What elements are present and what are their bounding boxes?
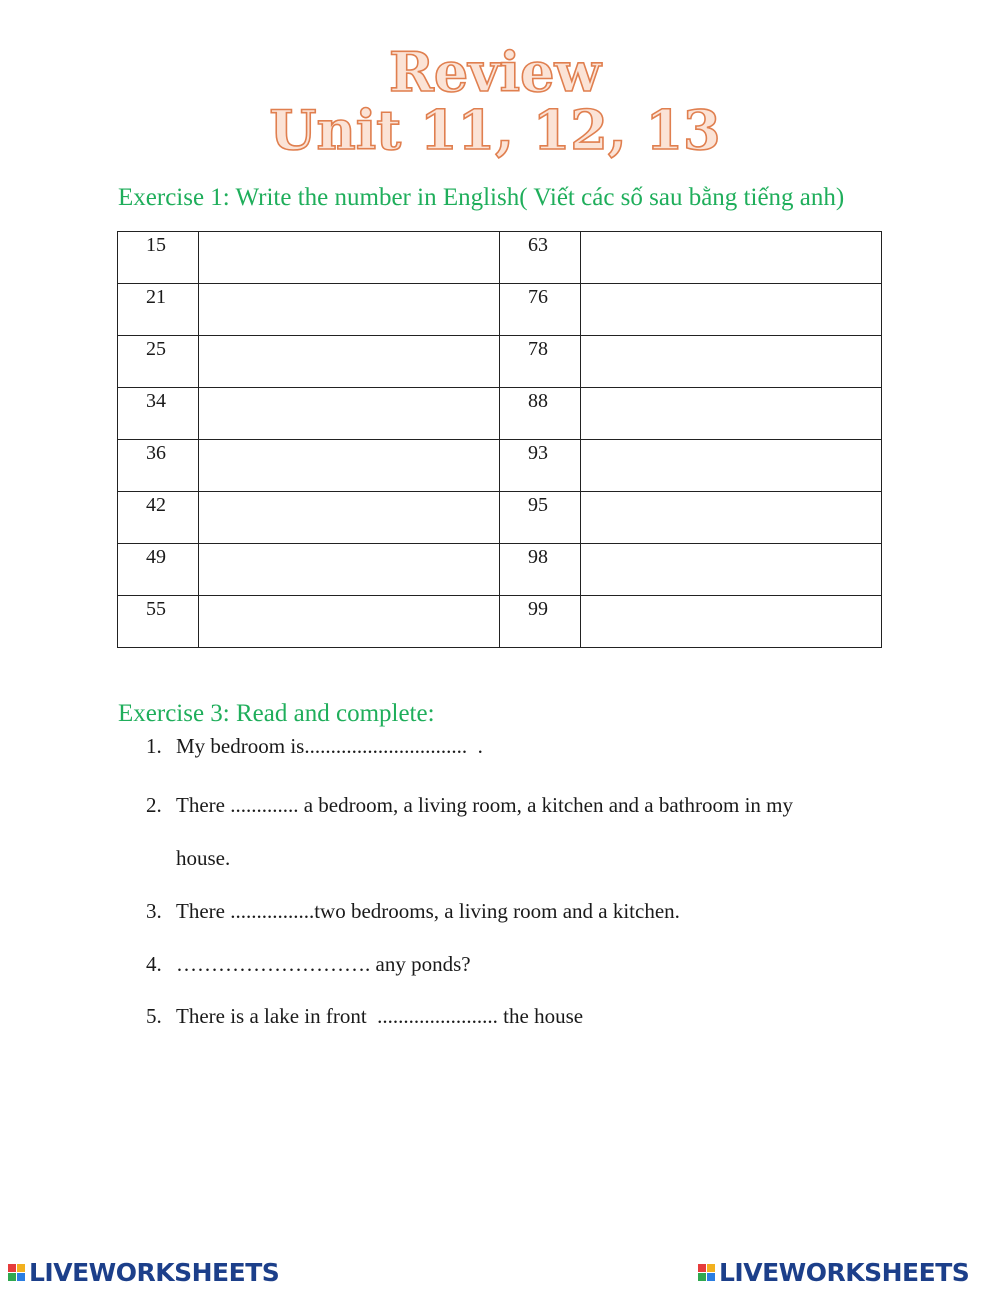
answer-input[interactable] — [199, 336, 500, 388]
list-item — [146, 846, 230, 871]
list-item — [146, 793, 793, 818]
item-text-before: There — [176, 899, 231, 923]
number-cell: 95 — [500, 492, 581, 544]
number-cell: 99 — [500, 596, 581, 648]
list-item — [146, 899, 680, 924]
item-number: 5. — [146, 1004, 162, 1028]
table-row — [118, 440, 882, 492]
answer-input[interactable] — [581, 492, 882, 544]
number-cell: 88 — [500, 388, 581, 440]
answer-input[interactable] — [199, 388, 500, 440]
numbers-table — [117, 231, 882, 648]
answer-input[interactable] — [199, 596, 500, 648]
item-text-after: any ponds? — [370, 952, 471, 976]
answer-input[interactable] — [199, 544, 500, 596]
logo-text: LIVEWORKSHEETS — [719, 1257, 970, 1287]
logo-text: LIVEWORKSHEETS — [29, 1257, 280, 1287]
exercise1-heading: Exercise 1: Write the number in English( Viết các số sau bằng tiếng anh) — [118, 184, 845, 211]
number-cell: 49 — [118, 544, 199, 596]
page-title-line1: Review — [389, 40, 601, 104]
list-item — [146, 734, 483, 759]
answer-input[interactable] — [581, 232, 882, 284]
answer-input[interactable] — [581, 284, 882, 336]
blank-input[interactable]: ………………………. — [176, 952, 371, 976]
number-cell: 55 — [118, 596, 199, 648]
answer-input[interactable] — [581, 596, 882, 648]
number-cell: 93 — [500, 440, 581, 492]
item-text-after: . — [467, 734, 483, 758]
blank-input[interactable]: ............................... — [304, 734, 468, 758]
table-row — [118, 388, 882, 440]
logo-mark-icon — [698, 1264, 715, 1281]
item-number: 1. — [146, 734, 162, 758]
table-row — [118, 596, 882, 648]
number-cell: 42 — [118, 492, 199, 544]
answer-input[interactable] — [581, 388, 882, 440]
exercise3-heading: Exercise 3: Read and complete: — [118, 700, 435, 727]
blank-input[interactable]: ............. — [230, 793, 299, 817]
page-title-line2: Unit 11, 12, 13 — [269, 98, 721, 162]
table-row — [118, 544, 882, 596]
item-text-after: a bedroom, a living room, a kitchen and a bathroom in my — [298, 793, 794, 817]
table-row — [118, 232, 882, 284]
answer-input[interactable] — [581, 336, 882, 388]
answer-input[interactable] — [581, 544, 882, 596]
item-text-before: house. — [176, 846, 231, 870]
item-number: 3. — [146, 899, 162, 923]
number-cell: 15 — [118, 232, 199, 284]
item-number: 2. — [146, 793, 162, 817]
answer-input[interactable] — [199, 284, 500, 336]
number-cell: 36 — [118, 440, 199, 492]
number-cell: 21 — [118, 284, 199, 336]
list-item — [146, 1004, 583, 1029]
list-item — [146, 952, 471, 977]
logo-mark-icon — [8, 1264, 25, 1281]
answer-input[interactable] — [199, 232, 500, 284]
answer-input[interactable] — [199, 492, 500, 544]
table-row — [118, 336, 882, 388]
item-text-after: the house — [497, 1004, 584, 1028]
table-row — [118, 284, 882, 336]
item-number: 4. — [146, 952, 162, 976]
number-cell: 63 — [500, 232, 581, 284]
liveworksheets-logo-left — [8, 1257, 279, 1287]
answer-input[interactable] — [199, 440, 500, 492]
item-text-before: There is a lake in front — [176, 1004, 378, 1028]
number-cell: 34 — [118, 388, 199, 440]
blank-input[interactable]: ................ — [230, 899, 315, 923]
blank-input[interactable]: ....................... — [377, 1004, 498, 1028]
item-text-before: There — [176, 793, 231, 817]
number-cell: 76 — [500, 284, 581, 336]
table-row — [118, 492, 882, 544]
item-text-after: two bedrooms, a living room and a kitchen. — [314, 899, 680, 923]
liveworksheets-logo-right — [698, 1257, 969, 1287]
number-cell: 78 — [500, 336, 581, 388]
number-cell: 98 — [500, 544, 581, 596]
item-text-before: My bedroom is — [176, 734, 305, 758]
answer-input[interactable] — [581, 440, 882, 492]
number-cell: 25 — [118, 336, 199, 388]
